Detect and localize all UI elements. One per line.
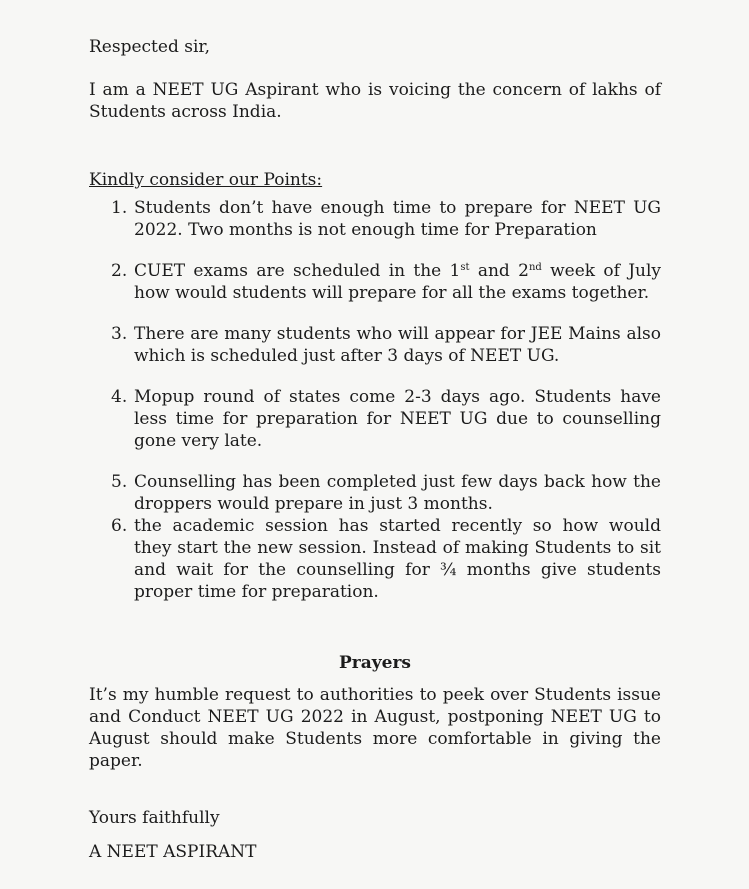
point-text-part: week of July how would students will prepare for all the exams together. bbox=[134, 261, 661, 303]
point-text: the academic session has started recently so how would they start the new session. Instead of making Students to sit and wait for the counselling for ¾ months give students proper time for preparation. bbox=[134, 516, 661, 602]
point-item bbox=[89, 386, 661, 452]
point-item bbox=[89, 260, 661, 304]
prayers-paragraph: It’s my humble request to authorities to peek over Students issue and Conduct NEET UG 2022 in August, postponing NEET UG to August should make Students more comfortable in giving the paper. bbox=[89, 685, 661, 771]
point-text: Mopup round of states come 2-3 days ago. Students have less time for preparation for NEET UG due to counselling gone very late. bbox=[134, 387, 661, 451]
signature: A NEET ASPIRANT bbox=[89, 842, 257, 862]
closing-line: Yours faithfully bbox=[89, 808, 220, 828]
point-text-part: CUET exams are scheduled in the 1 bbox=[134, 261, 461, 281]
point-item bbox=[89, 515, 661, 603]
point-number: 3. bbox=[111, 324, 128, 344]
intro-paragraph: I am a NEET UG Aspirant who is voicing the concern of lakhs of Students across India. bbox=[89, 80, 661, 122]
point-number: 2. bbox=[111, 261, 128, 281]
point-text: Counselling has been completed just few days back how the droppers would prepare in just 3 months. bbox=[134, 472, 661, 514]
point-number: 1. bbox=[111, 198, 128, 218]
prayers-heading: Prayers bbox=[339, 653, 411, 673]
point-item bbox=[89, 471, 661, 515]
ordinal-superscript: nd bbox=[528, 262, 542, 273]
ordinal-superscript: st bbox=[460, 262, 470, 273]
point-number: 5. bbox=[111, 472, 128, 492]
point-text-part: and 2 bbox=[469, 261, 529, 281]
point-item bbox=[89, 197, 661, 241]
point-text: There are many students who will appear for JEE Mains also which is scheduled just after 3 days of NEET UG. bbox=[134, 324, 661, 366]
point-text: Students don’t have enough time to prepare for NEET UG 2022. Two months is not enough time for Preparation bbox=[134, 198, 661, 240]
point-number: 4. bbox=[111, 387, 128, 407]
point-item bbox=[89, 323, 661, 367]
point-number: 6. bbox=[111, 516, 128, 536]
points-heading: Kindly consider our Points: bbox=[89, 170, 323, 190]
points-list bbox=[89, 197, 661, 603]
salutation: Respected sir, bbox=[89, 37, 211, 57]
